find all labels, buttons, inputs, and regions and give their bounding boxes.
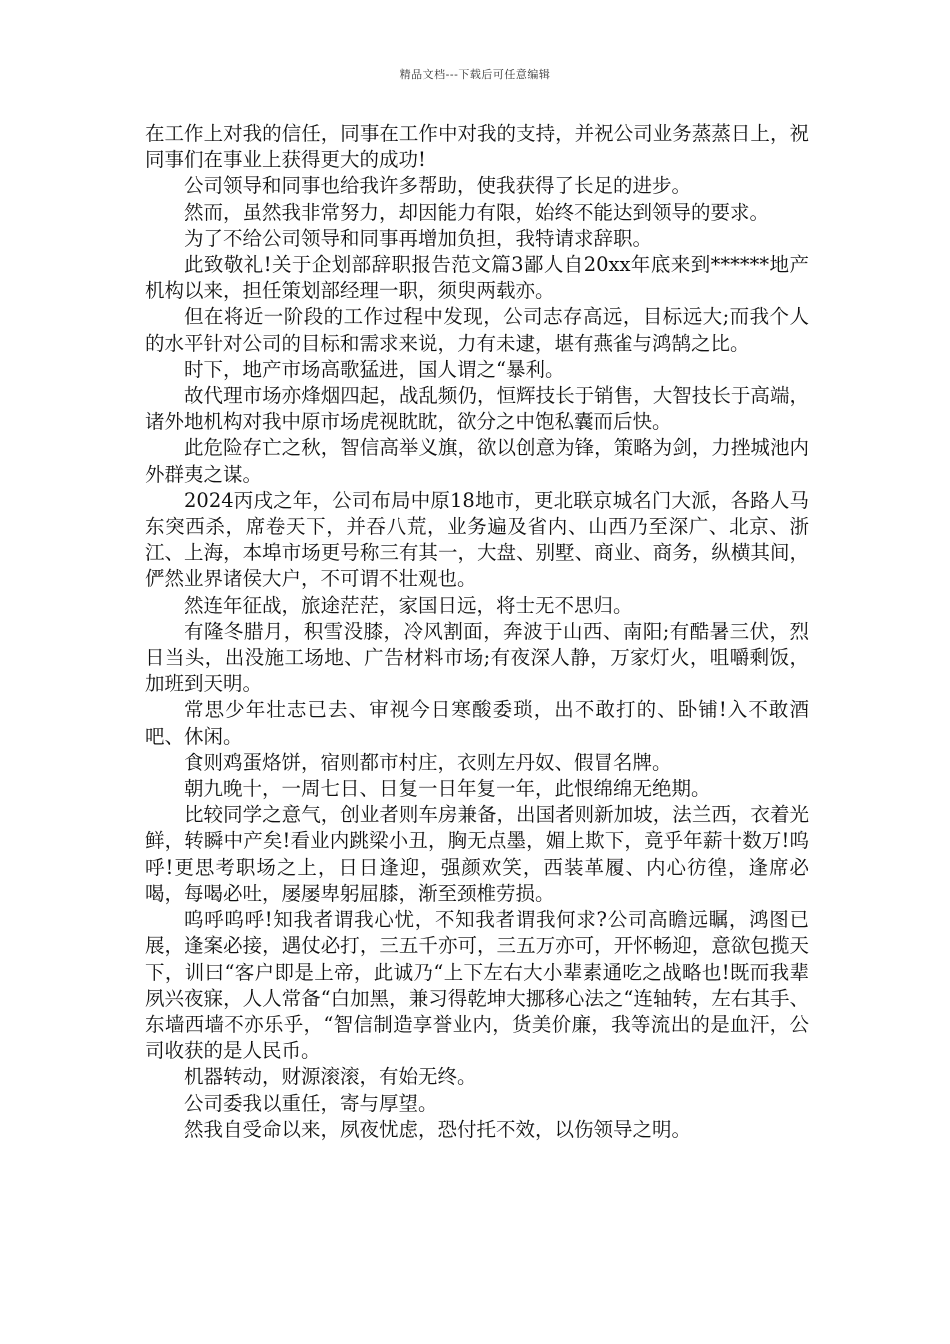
- paragraph: 为了不给公司领导和同事再增加负担，我特请求辞职。: [184, 226, 653, 250]
- paragraph: 此危险存亡之秋，智信高举义旗，欲以创意为锋，策略为剑，力挫城池内外群夷之谋。: [145, 436, 809, 486]
- paragraph: 常思少年壮志已去、审视今日寒酸委琐，出不敢打的、卧铺!入不敢酒吧、休闲。: [145, 698, 809, 748]
- paragraph: 比较同学之意气，创业者则车房兼备，出国者则新加坡，法兰西，衣着光鲜，转瞬中产矣!看业内跳梁小丑，胸无点墨，媚上欺下，竟乎年薪十数万!呜呼!更思考职场之上，日日逢迎，强颜欢笑，西装革履、内心彷徨，逢席必喝，每喝必吐，屡屡卑躬屈膝，渐至颈椎劳损。: [145, 803, 809, 905]
- paragraph: 呜呼呜呼!知我者谓我心忧，不知我者谓我何求?公司高瞻远瞩，鸿图已展，逢案必接，遇仗必打，三五千亦可，三五万亦可，开怀畅迎，意欲包揽天下，训曰“客户即是上帝，此诚乃“上下左右大小辈素通吃之战略也!既而我辈夙兴夜寐，人人常备“白加黑，兼习得乾坤大挪移心法之“连轴转，左右其手、东墙西墙不亦乐乎，“智信制造享誉业内，货美价廉，我等流出的是血汗，公司收获的是人民币。: [145, 908, 809, 1063]
- paragraph: 然而，虽然我非常努力，却因能力有限，始终不能达到领导的要求。: [184, 200, 770, 224]
- paragraph: 在工作上对我的信任，同事在工作中对我的支持，并祝公司业务蒸蒸日上，祝同事们在事业上获得更大的成功!: [145, 122, 809, 172]
- paragraph: 但在将近一阶段的工作过程中发现，公司志存高远，目标远大;而我个人的水平针对公司的目标和需求来说，力有未逮，堪有燕雀与鸿鹄之比。: [145, 305, 809, 355]
- paragraph: 食则鸡蛋烙饼，宿则都市村庄，衣则左丹奴、假冒名牌。: [184, 750, 672, 774]
- document-body: [145, 121, 809, 1143]
- paragraph: 此致敬礼!关于企划部辞职报告范文篇3鄙人自20xx年底来到******地产机构以来，担任策划部经理一职，须臾两载亦。: [145, 253, 809, 303]
- page-header: 精品文档---下载后可任意编辑: [399, 68, 551, 81]
- paragraph: 朝九晚十，一周七日、日复一日年复一年，此恨绵绵无绝期。: [184, 777, 711, 801]
- paragraph: 时下，地产市场高歌猛进，国人谓之“暴利。: [184, 357, 565, 381]
- paragraph: 然我自受命以来，夙夜忧虑，恐付托不效，以伤领导之明。: [184, 1117, 692, 1141]
- paragraph: 公司委我以重任，寄与厚望。: [184, 1091, 438, 1115]
- paragraph: 然连年征战，旅途茫茫，家国日远，将士无不思归。: [184, 593, 633, 617]
- paragraph: 公司领导和同事也给我许多帮助，使我获得了长足的进步。: [184, 174, 692, 198]
- paragraph: 机器转动，财源滚滚，有始无终。: [184, 1065, 477, 1089]
- paragraph: 2024丙戌之年，公司布局中原18地市，更北联京城名门大派，各路人马东突西杀，席卷天下，并吞八荒，业务遍及省内、山西乃至深广、北京、浙江、上海，本埠市场更号称三有其一，大盘、别墅、商业、商务，纵横其间，俨然业界诸侯大户，不可谓不壮观也。: [145, 488, 809, 591]
- paragraph: 有隆冬腊月，积雪没膝，冷风割面，奔波于山西、南阳;有酷暑三伏，烈日当头，出没施工场地、广告材料市场;有夜深人静，万家灯火，咀嚼剩饭，加班到天明。: [145, 619, 809, 696]
- paragraph: 故代理市场亦烽烟四起，战乱频仍，恒辉技长于销售，大智技长于高端，诸外地机构对我中原市场虎视眈眈，欲分之中饱私囊而后快。: [145, 384, 809, 434]
